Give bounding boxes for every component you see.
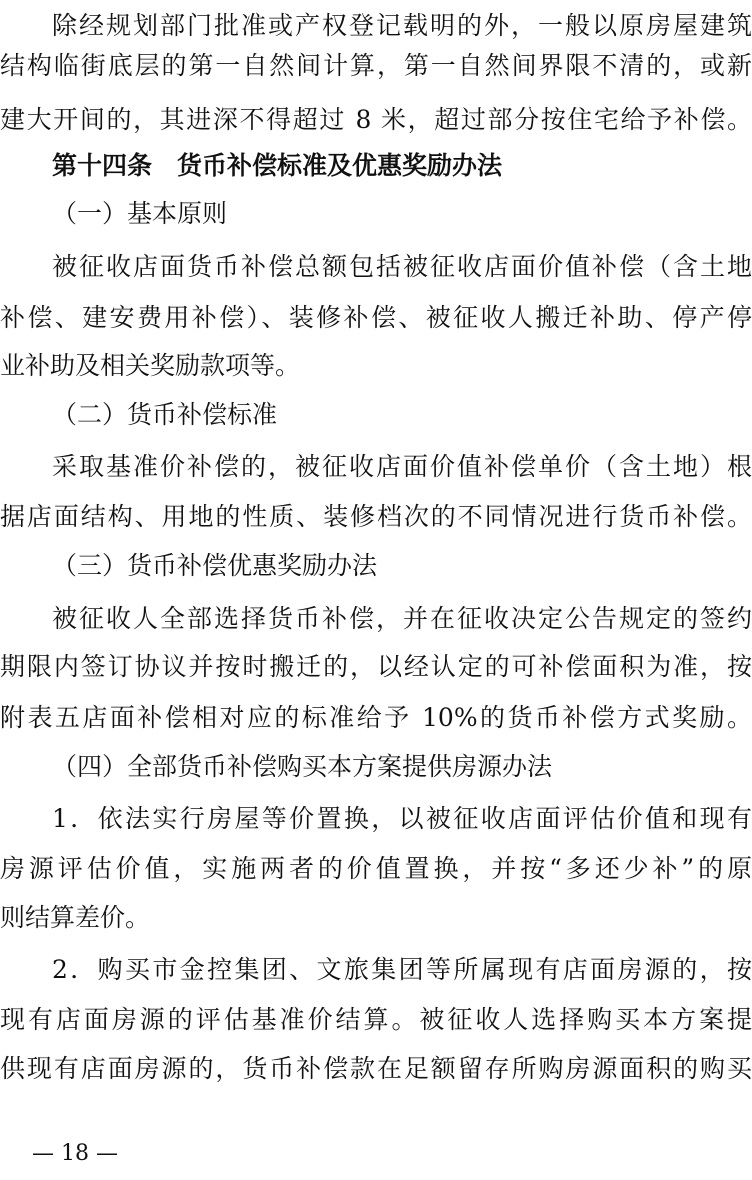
text-line: 现有店面房源的评估基准价结算。被征收人选择购买本方案提 [0, 1005, 752, 1034]
text-line: 被征收店面货币补偿总额包括被征收店面价值补偿（含土地 [52, 252, 752, 281]
text-line: 房源评估价值，实施两者的价值置换，并按“多还少补”的原 [0, 854, 752, 883]
text-line: 业补助及相关奖励款项等。 [0, 351, 301, 380]
section-heading: （四）全部货币补偿购买本方案提供房源办法 [52, 752, 553, 781]
article-heading: 第十四条 货币补偿标准及优惠奖励办法 [52, 151, 503, 180]
section-heading: （二）货币补偿标准 [52, 400, 278, 429]
text-line: 建大开间的，其进深不得超过 8 米，超过部分按住宅给予补偿。 [0, 105, 752, 134]
page-number: — 18 — [32, 1141, 118, 1166]
text-line: 被征收人全部选择货币补偿，并在征收决定公告规定的签约 [52, 604, 752, 633]
text-line: 据店面结构、用地的性质、装修档次的不同情况进行货币补偿。 [0, 502, 752, 531]
text-line: 则结算差价。 [0, 903, 151, 932]
text-line: 结构临街底层的第一自然间计算，第一自然间界限不清的，或新 [0, 51, 752, 80]
text-line: 供现有店面房源的，货币补偿款在足额留存所购房源面积的购买 [0, 1054, 752, 1083]
text-line: 采取基准价补偿的，被征收店面价值补偿单价（含土地）根 [52, 452, 752, 481]
section-heading: （三）货币补偿优惠奖励办法 [52, 551, 378, 580]
section-heading: （一）基本原则 [52, 199, 228, 228]
text-line: 期限内签订协议并按时搬迁的，以经认定的可补偿面积为准，按 [0, 652, 752, 681]
text-line: 附表五店面补偿相对应的标准给予 10%的货币补偿方式奖励。 [0, 703, 752, 732]
text-line: 1．依法实行房屋等价置换，以被征收店面评估价值和现有 [52, 804, 752, 833]
text-line: 2．购买市金控集团、文旅集团等所属现有店面房源的，按 [52, 955, 752, 984]
text-line: 除经规划部门批准或产权登记载明的外，一般以原房屋建筑 [52, 11, 752, 40]
text-line: 补偿、建安费用补偿）、装修补偿、被征收人搬迁补助、停产停 [0, 303, 752, 332]
